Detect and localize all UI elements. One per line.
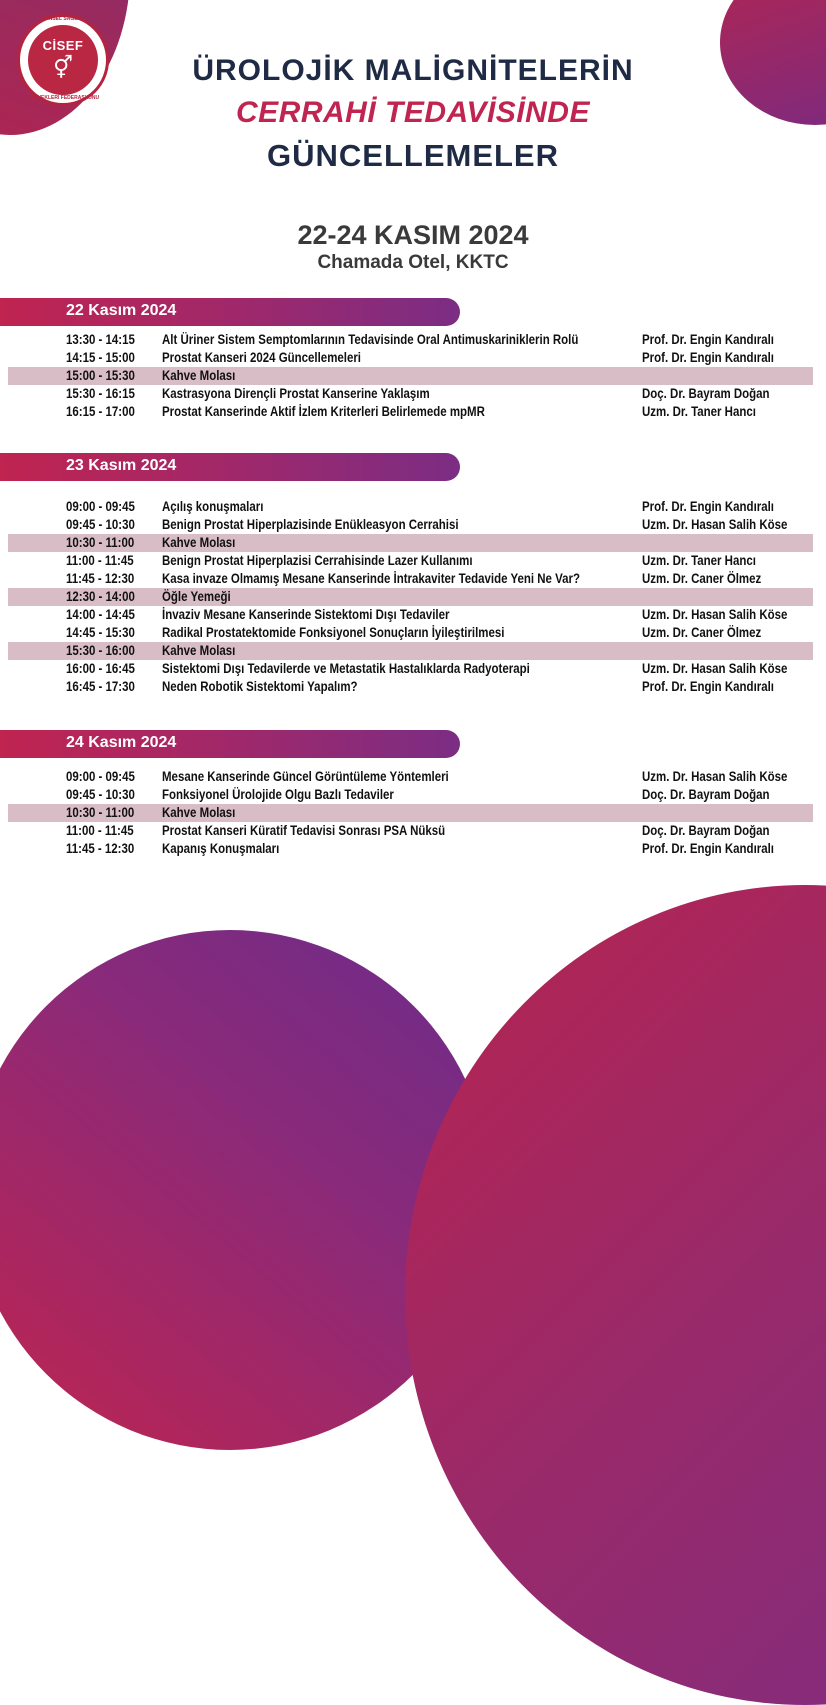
day-banner [0,298,460,326]
session-title: Kahve Molası [162,368,236,383]
session-time: 10:30 - 11:00 [66,805,135,820]
session-title: İnvaziv Mesane Kanserinde Sistektomi Dışı Tedaviler [162,607,450,622]
session-title: Kahve Molası [162,643,236,658]
title-line-1: ÜROLOJİK MALİGNİTELERİN [192,54,634,87]
session-speaker: Uzm. Dr. Caner Ölmez [642,625,762,640]
session-title: Kastrasyona Dirençli Prostat Kanserine Yaklaşım [162,386,430,401]
logo-arc-bottom-text: DERNEKLERİ FEDERASYONU [26,95,100,101]
session-time: 14:45 - 15:30 [66,625,135,640]
session-title: Neden Robotik Sistektomi Yapalım? [162,679,358,694]
session-speaker: Uzm. Dr. Taner Hancı [642,553,756,568]
break-row [8,804,813,822]
session-speaker: Prof. Dr. Engin Kandıralı [642,332,774,347]
session-speaker: Uzm. Dr. Caner Ölmez [642,571,762,586]
title-line-3: GÜNCELLEMELER [267,138,559,173]
schedule-row [8,331,813,349]
session-speaker: Uzm. Dr. Hasan Salih Köse [642,607,788,622]
session-speaker: Doç. Dr. Bayram Doğan [642,787,770,802]
break-row [8,588,813,606]
session-title: Fonksiyonel Ürolojide Olgu Bazlı Tedaviler [162,787,394,802]
session-title: Benign Prostat Hiperplazisi Cerrahisinde Lazer Kullanımı [162,553,473,568]
schedule-row [8,768,813,786]
session-time: 15:30 - 16:00 [66,643,135,658]
session-speaker: Doç. Dr. Bayram Doğan [642,386,770,401]
session-title: Açılış konuşmaları [162,499,264,514]
title-line-2: CERRAHİ TEDAVİSİNDE [236,96,590,129]
session-time: 09:00 - 09:45 [66,499,135,514]
session-time: 16:15 - 17:00 [66,404,135,419]
event-dates: 22-24 KASIM 2024 [297,220,529,250]
break-row [8,534,813,552]
session-title: Prostat Kanseri 2024 Güncellemeleri [162,350,362,365]
day-banner [0,453,460,481]
schedule-row [8,552,813,570]
session-time: 13:30 - 14:15 [66,332,135,347]
session-time: 16:45 - 17:30 [66,679,135,694]
break-row [8,642,813,660]
session-title: Radikal Prostatektomide Fonksiyonel Sonuçların İyileştirilmesi [162,625,505,640]
decorative-blob-bottom-right [405,885,826,1705]
schedule-row [8,403,813,421]
schedule-row [8,498,813,516]
session-title: Benign Prostat Hiperplazisinde Enükleasyon Cerrahisi [162,517,459,532]
gender-symbol-icon: ⚥ [53,55,73,80]
schedule-row [8,624,813,642]
schedule-row [8,660,813,678]
session-time: 15:00 - 15:30 [66,368,135,383]
session-time: 14:00 - 14:45 [66,607,135,622]
event-venue: Chamada Otel, KKTC [317,252,509,273]
schedule-row [8,840,813,858]
session-title: Öğle Yemeği [162,589,231,604]
schedule-row [8,786,813,804]
session-title: Prostat Kanseri Küratif Tedavisi Sonrası PSA Nüksü [162,823,446,838]
session-time: 14:15 - 15:00 [66,350,135,365]
session-title: Kasa invaze Olmamış Mesane Kanserinde İntrakaviter Tedavide Yeni Ne Var? [162,571,580,586]
session-title: Kahve Molası [162,535,236,550]
schedule-row [8,570,813,588]
session-speaker: Uzm. Dr. Hasan Salih Köse [642,517,788,532]
schedule-row [8,678,813,696]
session-time: 16:00 - 16:45 [66,661,135,676]
session-speaker: Doç. Dr. Bayram Doğan [642,823,770,838]
session-speaker: Prof. Dr. Engin Kandıralı [642,841,774,856]
session-time: 09:45 - 10:30 [66,517,135,532]
session-time: 11:00 - 11:45 [66,823,134,838]
session-time: 09:45 - 10:30 [66,787,135,802]
session-title: Sistektomi Dışı Tedavilerde ve Metastatik Hastalıklarda Radyoterapi [162,661,530,676]
schedule-row [8,606,813,624]
day-label: 24 Kasım 2024 [66,734,177,751]
break-row [8,367,813,385]
schedule-row [8,822,813,840]
session-time: 10:30 - 11:00 [66,535,135,550]
schedule-row [8,349,813,367]
logo-arc-top-text: CİNSEL SAĞLIK [43,16,83,22]
session-speaker: Prof. Dr. Engin Kandıralı [642,679,774,694]
session-speaker: Prof. Dr. Engin Kandıralı [642,350,774,365]
session-title: Kapanış Konuşmaları [162,841,280,856]
day-label: 23 Kasım 2024 [66,457,177,474]
session-title: Kahve Molası [162,805,236,820]
schedule-row [8,516,813,534]
session-title: Alt Üriner Sistem Semptomlarının Tedavisinde Oral Antimuskariniklerin Rolü [162,332,579,347]
day-banner [0,730,460,758]
session-speaker: Uzm. Dr. Hasan Salih Köse [642,769,788,784]
session-speaker: Uzm. Dr. Taner Hancı [642,404,756,419]
schedule-row [8,385,813,403]
session-title: Mesane Kanserinde Güncel Görüntüleme Yöntemleri [162,769,449,784]
session-time: 11:00 - 11:45 [66,553,134,568]
session-speaker: Prof. Dr. Engin Kandıralı [642,499,774,514]
session-speaker: Uzm. Dr. Hasan Salih Köse [642,661,788,676]
session-time: 11:45 - 12:30 [66,841,135,856]
session-time: 12:30 - 14:00 [66,589,135,604]
session-time: 09:00 - 09:45 [66,769,135,784]
session-time: 15:30 - 16:15 [66,386,135,401]
session-title: Prostat Kanserinde Aktif İzlem Kriterleri Belirlemede mpMR [162,404,485,419]
day-label: 22 Kasım 2024 [66,302,177,319]
logo-text: CİSEF [42,38,84,53]
session-time: 11:45 - 12:30 [66,571,135,586]
